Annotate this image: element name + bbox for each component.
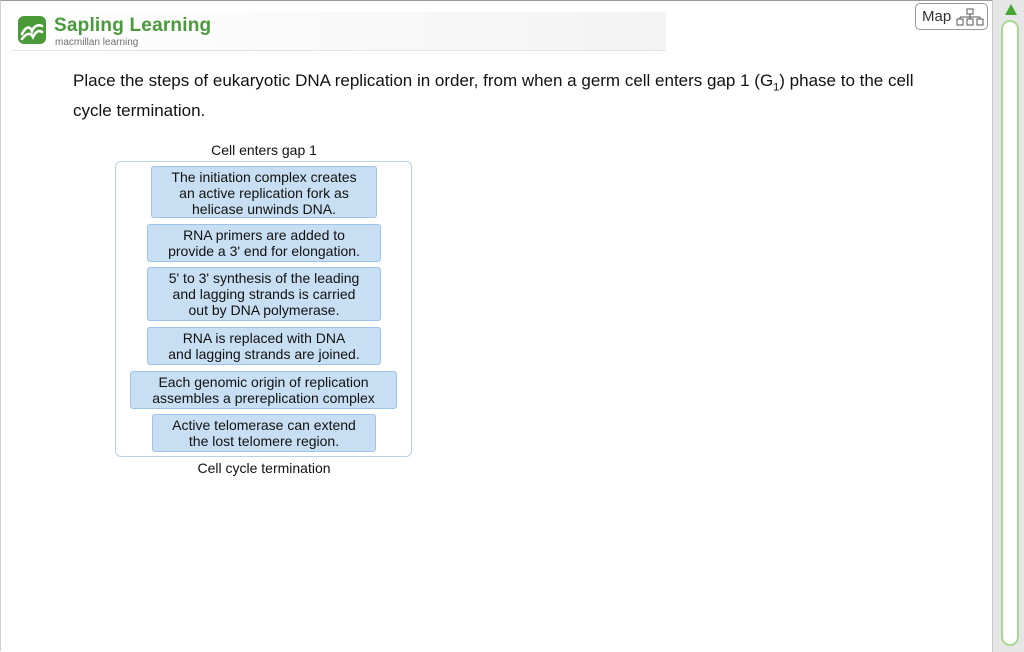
step-item[interactable]: Each genomic origin of replication assembles a prereplication complex — [130, 371, 397, 409]
scrollbar-thumb[interactable] — [1001, 20, 1019, 646]
scroll-up-arrow-icon[interactable] — [1005, 4, 1017, 15]
step-item[interactable]: RNA is replaced with DNA and lagging strands are joined. — [147, 327, 381, 365]
sequence-end-label: Cell cycle termination — [197, 460, 331, 476]
sitemap-icon — [956, 8, 984, 26]
step-item[interactable]: The initiation complex creates an active replication fork as helicase unwinds DNA. — [151, 166, 377, 218]
question-text-before: Place the steps of eukaryotic DNA replication in order, from when a germ cell enters gap 1 (G — [73, 71, 774, 90]
question-subscript: 1 — [773, 81, 780, 94]
map-button-label: Map — [922, 8, 952, 25]
sequence-start-label: Cell enters gap 1 — [211, 142, 317, 158]
brand-subtitle: macmillan learning — [55, 37, 139, 48]
header-bar — [12, 12, 666, 51]
question-prompt — [73, 69, 953, 122]
brand-name: Sapling Learning — [54, 15, 212, 36]
map-button[interactable] — [915, 3, 988, 30]
sapling-leaf-icon — [18, 16, 46, 44]
step-item[interactable]: RNA primers are added to provide a 3' end for elongation. — [147, 224, 381, 262]
step-item[interactable]: Active telomerase can extend the lost telomere region. — [152, 414, 376, 452]
step-item[interactable]: 5' to 3' synthesis of the leading and lagging strands is carried out by DNA polymerase. — [147, 267, 381, 321]
question-text-after: ) phase to the cell cycle termination. — [73, 71, 914, 121]
